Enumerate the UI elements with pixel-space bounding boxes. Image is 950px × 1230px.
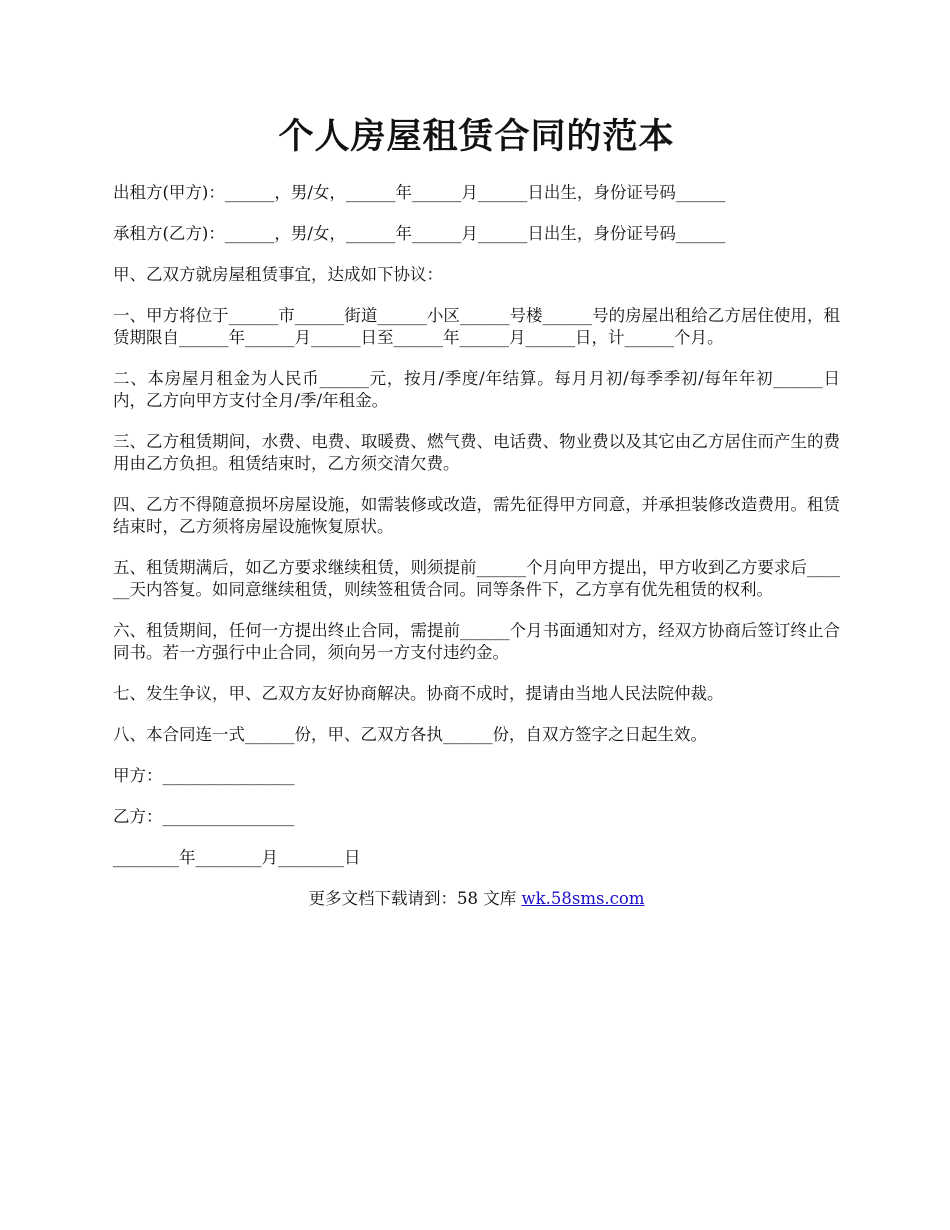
clause-6: 六、租赁期间，任何一方提出终止合同，需提前______个月书面通知对方，经双方协商后签订终止合同书。若一方强行中止合同，须向另一方支付违约金。 xyxy=(113,621,840,662)
download-footer xyxy=(113,888,840,910)
clause-4: 四、乙方不得随意损坏房屋设施，如需装修或改造，需先征得甲方同意，并承担装修改造费用。租赁结束时，乙方须将房屋设施恢复原状。 xyxy=(113,495,840,536)
signature-party-b: 乙方：________________ xyxy=(113,807,295,826)
clause-lessor-info: 出租方(甲方)：______，男/女，______年______月______日出生，身份证号码______ xyxy=(113,183,726,202)
footer-text: 更多文档下载请到：58 文库 xyxy=(308,889,522,908)
document-title: 个人房屋租赁合同的范本 xyxy=(278,116,675,157)
signature-party-a: 甲方：________________ xyxy=(113,766,295,785)
clause-2: 二、本房屋月租金为人民币______元，按月/季度/年结算。每月月初/每季季初/每年年初______日内，乙方向甲方支付全月/季/年租金。 xyxy=(113,369,840,410)
document-body xyxy=(113,182,840,869)
document-page xyxy=(113,0,840,910)
clause-preamble: 甲、乙双方就房屋租赁事宜，达成如下协议： xyxy=(113,265,443,284)
signature-date: ________年________月________日 xyxy=(113,848,361,867)
clause-7: 七、发生争议，甲、乙双方友好协商解决。协商不成时，提请由当地人民法院仲裁。 xyxy=(113,684,724,703)
clause-5: 五、租赁期满后，如乙方要求继续租赁，则须提前______个月向甲方提出，甲方收到乙方要求后______天内答复。如同意继续租赁，则续签租赁合同。同等条件下，乙方享有优先租赁的权利。 xyxy=(113,558,840,599)
footer-link[interactable]: wk.58sms.com xyxy=(521,889,645,908)
clause-8: 八、本合同连一式______份，甲、乙双方各执______份，自双方签字之日起生效。 xyxy=(113,725,707,744)
clause-3: 三、乙方租赁期间，水费、电费、取暖费、燃气费、电话费、物业费以及其它由乙方居住而产生的费用由乙方负担。租赁结束时，乙方须交清欠费。 xyxy=(113,432,840,473)
clause-lessee-info: 承租方(乙方)：______，男/女，______年______月______日出生，身份证号码______ xyxy=(113,224,726,243)
clause-1: 一、甲方将位于______市______街道______小区______号楼______号的房屋出租给乙方居住使用，租赁期限自______年______月______日至______年______月______日，计______个月。 xyxy=(113,306,840,347)
